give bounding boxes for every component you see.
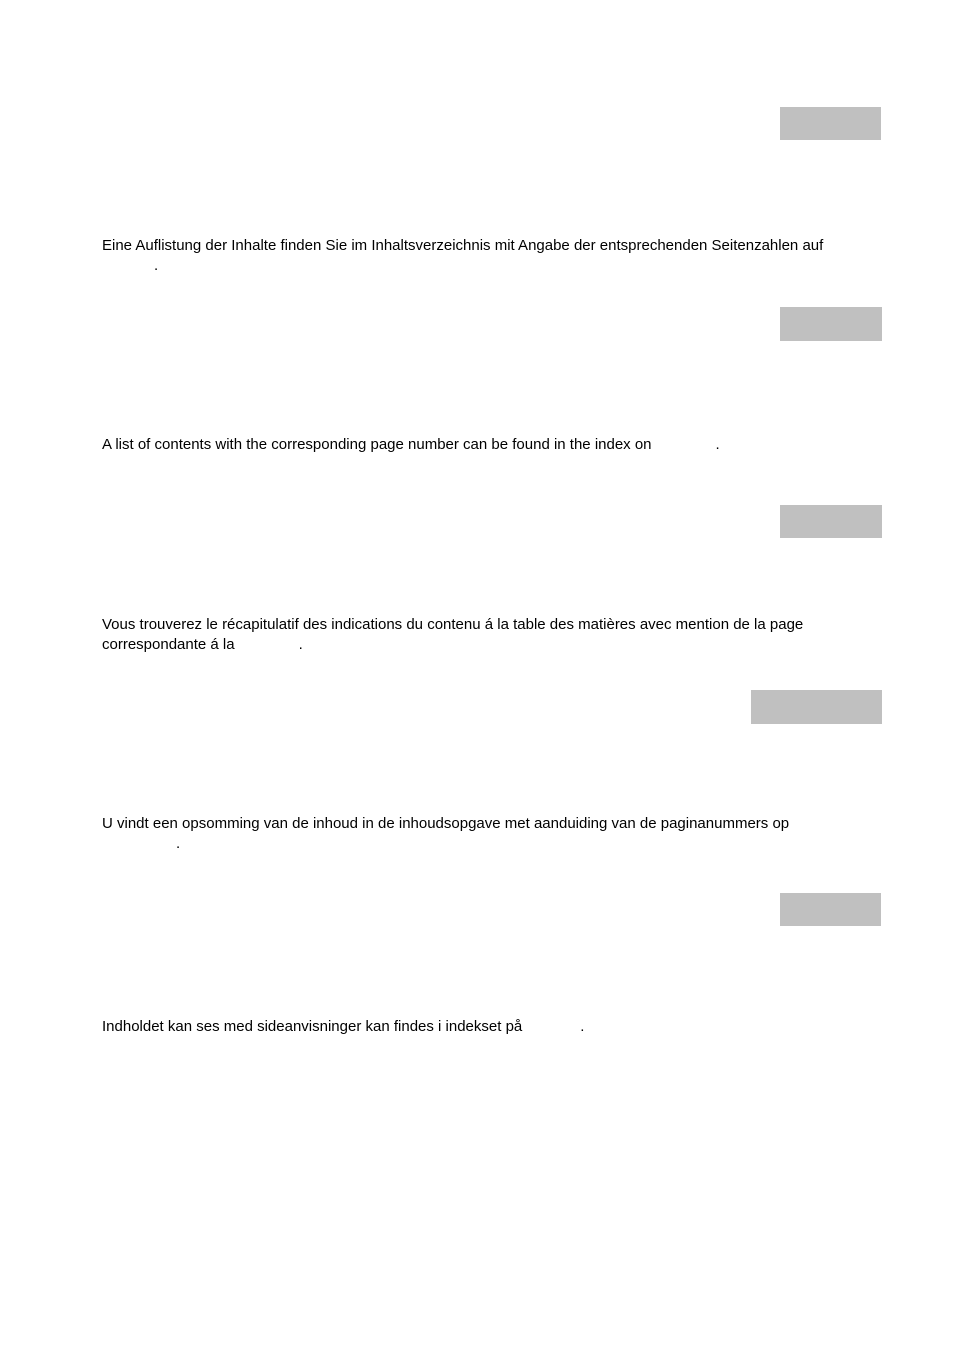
paragraph-de <box>102 236 882 276</box>
paragraph-nl-line-1: U vindt een opsomming van de inhoud in de inhoudsopgave met aanduiding van de paginanummers op <box>102 815 790 832</box>
paragraph-da-period: . <box>580 1018 585 1035</box>
paragraph-en <box>102 435 882 455</box>
paragraph-de-period: . <box>154 257 159 274</box>
paragraph-en-line-1: A list of contents with the corresponding page number can be found in the index on <box>102 436 652 453</box>
paragraph-da <box>102 1017 882 1037</box>
paragraph-fr-period: . <box>298 636 303 653</box>
paragraph-da-line-1: Indholdet kan ses med sideanvisninger kan findes i indekset på <box>102 1018 523 1035</box>
paragraph-en-period: . <box>715 436 720 453</box>
paragraph-nl-period: . <box>176 835 181 852</box>
paragraph-fr-line-2: correspondante á la <box>102 636 235 653</box>
redacted-language-label-nl <box>751 690 882 724</box>
redacted-language-label-de <box>780 107 881 140</box>
paragraph-fr-line-1: Vous trouverez le récapitulatif des indications du contenu á la table des matières avec mention de la page <box>102 616 804 633</box>
paragraph-fr <box>102 615 882 655</box>
redacted-language-label-en <box>780 307 882 341</box>
redacted-language-label-fr <box>780 505 882 538</box>
paragraph-nl <box>102 814 882 854</box>
redacted-language-label-da <box>780 893 881 926</box>
paragraph-de-line-1: Eine Auflistung der Inhalte finden Sie im Inhaltsverzeichnis mit Angabe der entsprechenden Seitenzahlen auf <box>102 237 824 254</box>
